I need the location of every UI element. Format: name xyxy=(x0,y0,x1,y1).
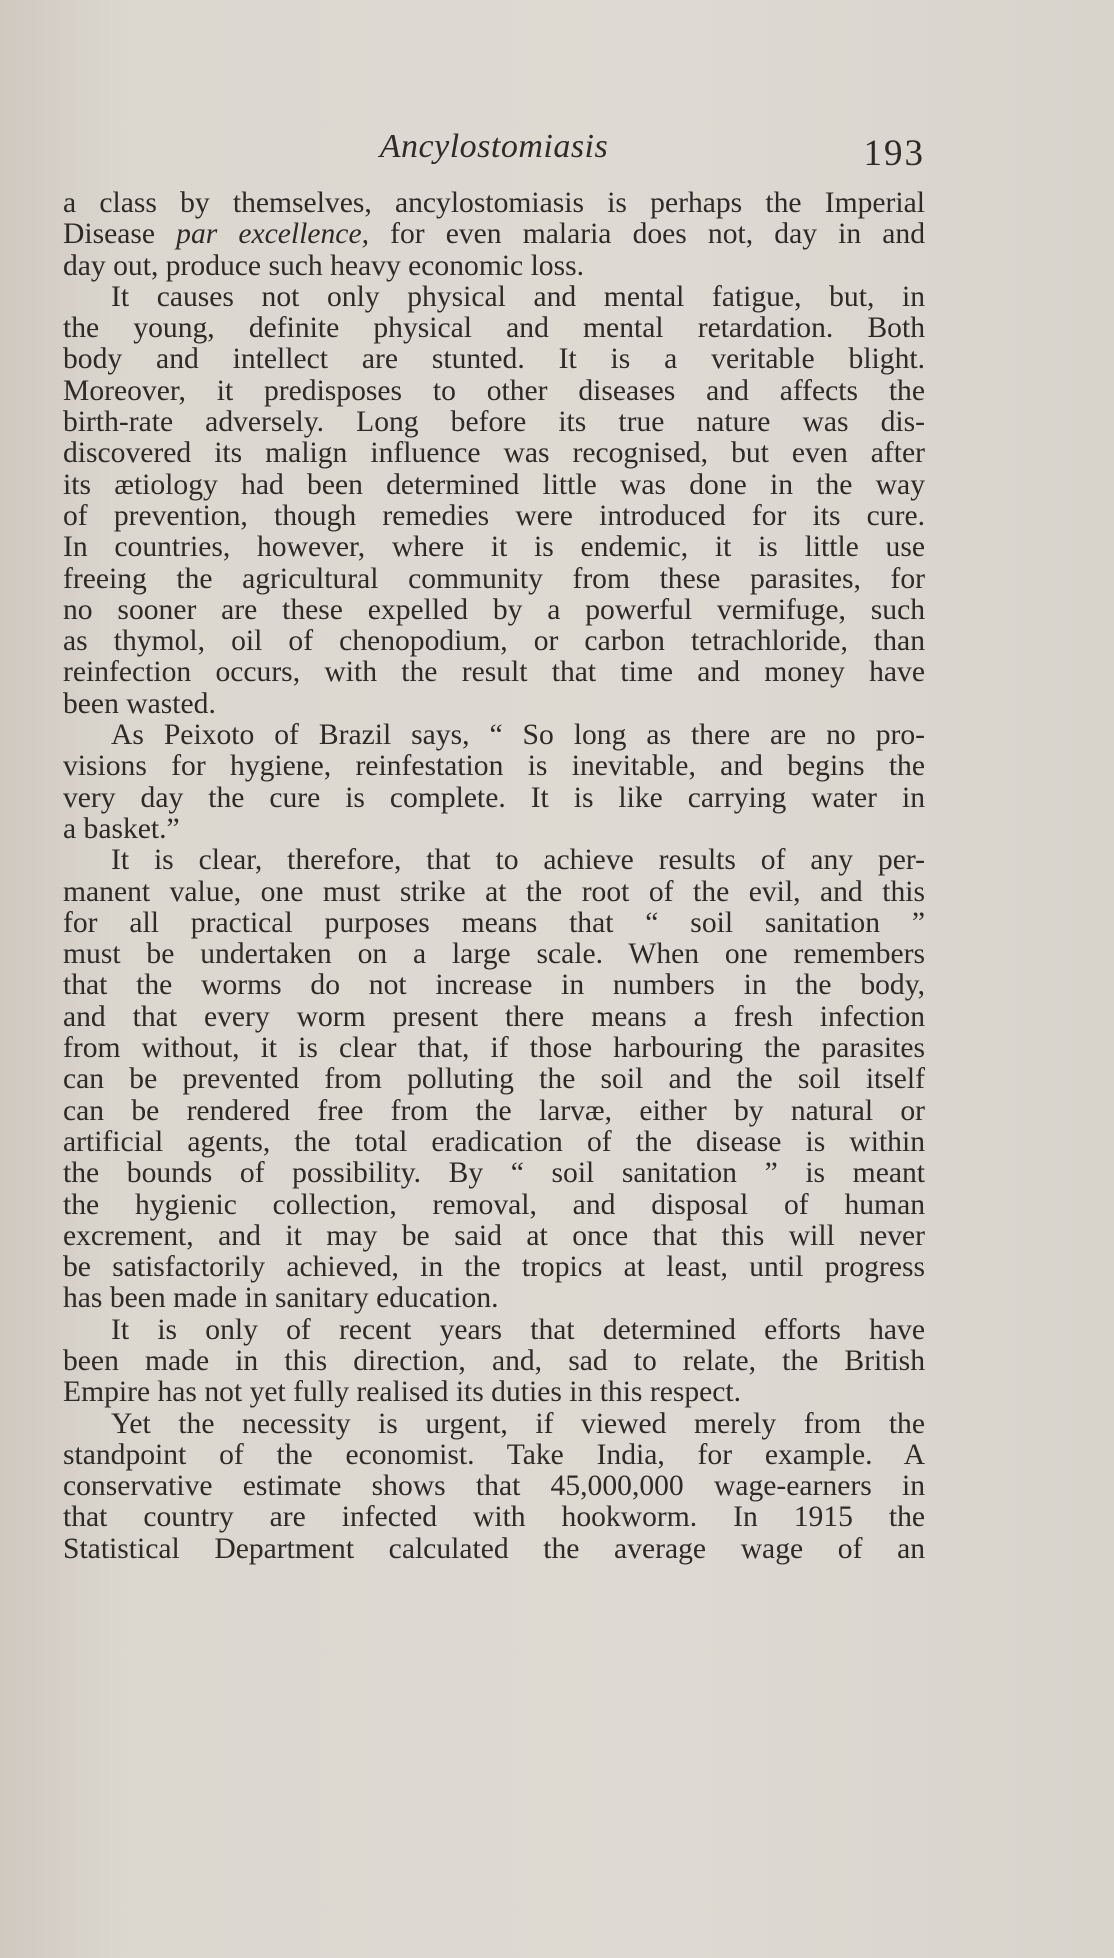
text-line: the hygienic collection, removal, and disposal of human xyxy=(63,1188,925,1221)
text-line: a class by themselves, ancylostomiasis is perhaps the Imperial xyxy=(63,187,925,219)
text-line: manent value, one must strike at the root of the evil, and this xyxy=(63,875,925,908)
text-line: body and intellect are stunted. It is a veritable blight. xyxy=(63,343,925,376)
text-line: for all practical purposes means that “ soil sanitation ” xyxy=(63,906,925,939)
text-line: been wasted. xyxy=(63,687,216,720)
text-line: reinfection occurs, with the result that time and money have xyxy=(63,656,925,689)
text-line: visions for hygiene, reinfestation is inevitable, and begins the xyxy=(63,750,925,783)
text-line: the bounds of possibility. By “ soil sanitation ” is meant xyxy=(63,1157,925,1190)
text-line: As Peixoto of Brazil says, “ So long as there are no pro- xyxy=(111,719,925,752)
text-line: birth-rate adversely. Long before its true nature was dis- xyxy=(63,406,925,439)
text-line: Yet the necessity is urgent, if viewed merely from the xyxy=(111,1407,925,1440)
page-number: 193 xyxy=(863,133,925,174)
text-line: conservative estimate shows that 45,000,000 wage-earners in xyxy=(63,1470,925,1503)
text-line: a basket.” xyxy=(63,812,180,845)
body-text xyxy=(63,188,925,1565)
text-line: must be undertaken on a large scale. When one remembers xyxy=(63,938,925,971)
italic-phrase: par excellence, xyxy=(176,218,369,251)
text-line: can be rendered free from the larvæ, either by natural or xyxy=(63,1094,925,1127)
text-line: It is clear, therefore, that to achieve results of any per- xyxy=(111,844,925,877)
text-line: excrement, and it may be said at once that this will never xyxy=(63,1219,925,1252)
text-line: and that every worm present there means a fresh infection xyxy=(63,1000,925,1033)
text-line: standpoint of the economist. Take India, for example. A xyxy=(63,1438,925,1471)
text-line: very day the cure is complete. It is like carrying water in xyxy=(63,781,925,814)
text-line: from without, it is clear that, if those harbouring the parasites xyxy=(63,1032,925,1065)
text-line: that the worms do not increase in numbers in the body, xyxy=(63,969,925,1002)
text-line: that country are infected with hookworm. In 1915 the xyxy=(63,1501,925,1534)
text-line: has been made in sanitary education. xyxy=(63,1282,499,1315)
text-line: can be prevented from polluting the soil and the soil itself xyxy=(63,1063,925,1096)
text-line: It is only of recent years that determined efforts have xyxy=(111,1313,925,1346)
text-line: day out, produce such heavy economic loss. xyxy=(63,249,585,282)
text-line: freeing the agricultural community from these parasites, for xyxy=(63,562,925,595)
text-line: been made in this direction, and, sad to relate, the British xyxy=(63,1344,925,1377)
running-title: Ancylostomiasis xyxy=(379,128,609,165)
text-line: Moreover, it predisposes to other diseases and affects the xyxy=(63,374,925,407)
text-line: Empire has not yet fully realised its duties in this respect. xyxy=(63,1376,742,1409)
text-line: discovered its malign influence was recognised, but even after xyxy=(63,437,925,470)
text-line: It causes not only physical and mental fatigue, but, in xyxy=(111,280,925,313)
text-line: Statistical Department calculated the average wage of an xyxy=(63,1532,925,1565)
text-line: be satisfactorily achieved, in the tropics at least, until progress xyxy=(63,1251,925,1284)
text-line: artificial agents, the total eradication of the disease is within xyxy=(63,1125,925,1158)
text-line: no sooner are these expelled by a powerful vermifuge, such xyxy=(63,593,925,626)
text-line: as thymol, oil of chenopodium, or carbon tetrachloride, than xyxy=(63,625,925,658)
text-line: of prevention, though remedies were introduced for its cure. xyxy=(63,499,925,532)
running-head xyxy=(63,126,925,176)
text-line: In countries, however, where it is endemic, it is little use xyxy=(63,531,925,564)
text-line: the young, definite physical and mental retardation. Both xyxy=(63,312,925,345)
text-line: Disease par excellence, for even malaria does not, day in and xyxy=(63,218,925,251)
text-line: its ætiology had been determined little was done in the way xyxy=(63,468,925,501)
